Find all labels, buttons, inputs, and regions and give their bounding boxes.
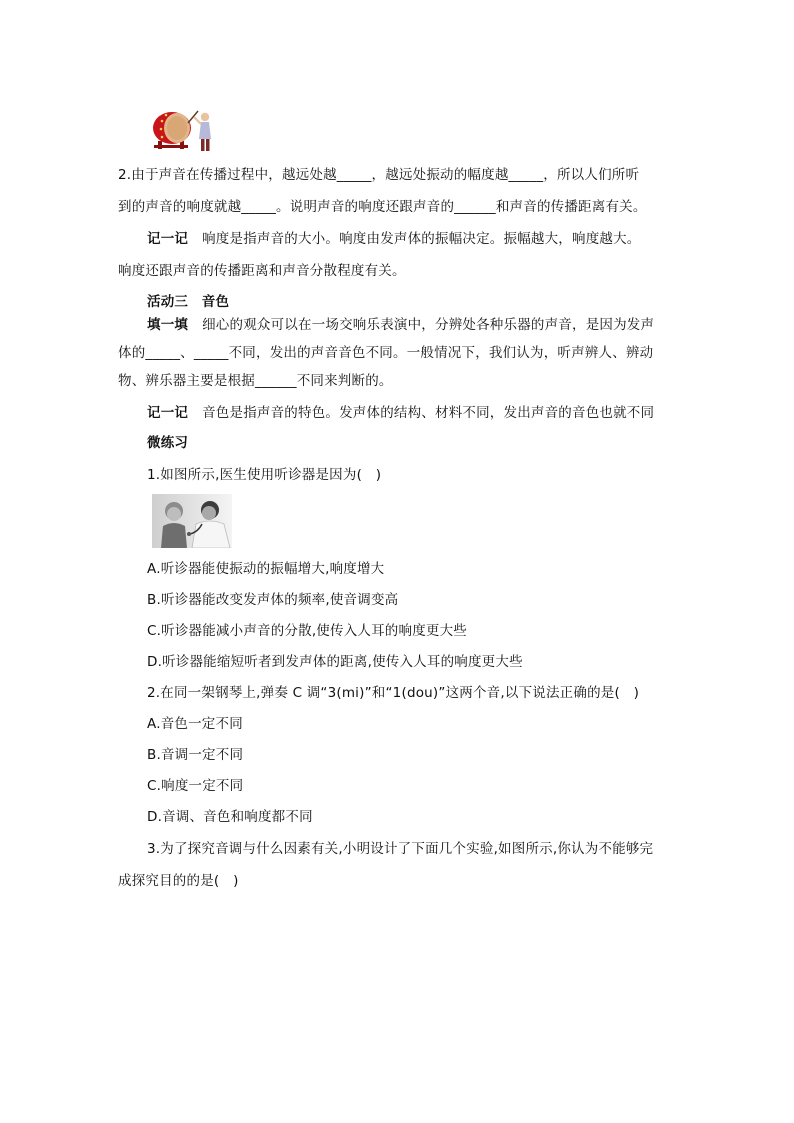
activity-fill-line2: 体的_____、_____不同，发出的声音音色不同。一般情况下，我们认为，听声辨人、辨动 [118,345,654,361]
activity-fill-line3: 物、辨乐器主要是根据______不同来判断的。 [118,373,393,389]
practice-title: 微练习 [147,435,189,451]
activity-fill-line1 [147,316,654,334]
doctor-stethoscope-image [152,494,232,548]
question-1-stem: 1.如图所示,医生使用听诊器是因为( ) [147,467,382,483]
fill-text: 细心的观众可以在一场交响乐表演中，分辨处各种乐器的声音，是因为发声 [202,317,655,333]
fill-label: 填一填 [147,317,189,333]
question-2-option-a: A.音色一定不同 [147,716,243,732]
note-timbre [147,404,654,422]
note-loudness-line2: 响度还跟声音的传播距离和声音分散程度有关。 [118,263,406,279]
drum-player-image [150,107,220,154]
question-fill-loudness-line2: 到的声音的响度就越_____。说明声音的响度还跟声音的______和声音的传播距离有关。 [118,199,647,215]
question-1-option-d: D.听诊器能缩短听者到发声体的距离,使传入人耳的响度更大些 [147,654,523,670]
question-2-stem: 2.在同一架钢琴上,弹奏 C 调“3(mi)”和“1(dou)”这两个音,以下说法正确的是( ) [147,685,640,701]
question-3-line1: 3.为了探究音调与什么因素有关,小明设计了下面几个实验,如图所示,你认为不能够完 [147,841,654,857]
question-2-option-c: C.响度一定不同 [147,778,244,794]
note-label: 记一记 [147,405,189,421]
question-1-option-c: C.听诊器能减小声音的分散,使传入人耳的响度更大些 [147,623,468,639]
note-loudness-line1 [147,230,641,248]
question-fill-loudness-line1: 2.由于声音在传播过程中，越远处越_____，越远处振动的幅度越_____，所以人们所听 [118,167,640,183]
note-text: 音色是指声音的特色。发声体的结构、材料不同，发出声音的音色也就不同 [202,405,655,421]
question-2-option-d: D.音调、音色和响度都不同 [147,809,313,825]
question-1-option-b: B.听诊器能改变发声体的频率,使音调变高 [147,592,399,608]
note-label: 记一记 [147,231,189,247]
question-2-option-b: B.音调一定不同 [147,747,244,763]
question-1-option-a: A.听诊器能使振动的振幅增大,响度增大 [147,561,385,577]
activity-title: 活动三 音色 [147,294,230,310]
question-3-line2: 成探究目的的是( ) [118,873,239,889]
note-text: 响度是指声音的大小。响度由发声体的振幅决定。振幅越大，响度越大。 [202,231,641,247]
